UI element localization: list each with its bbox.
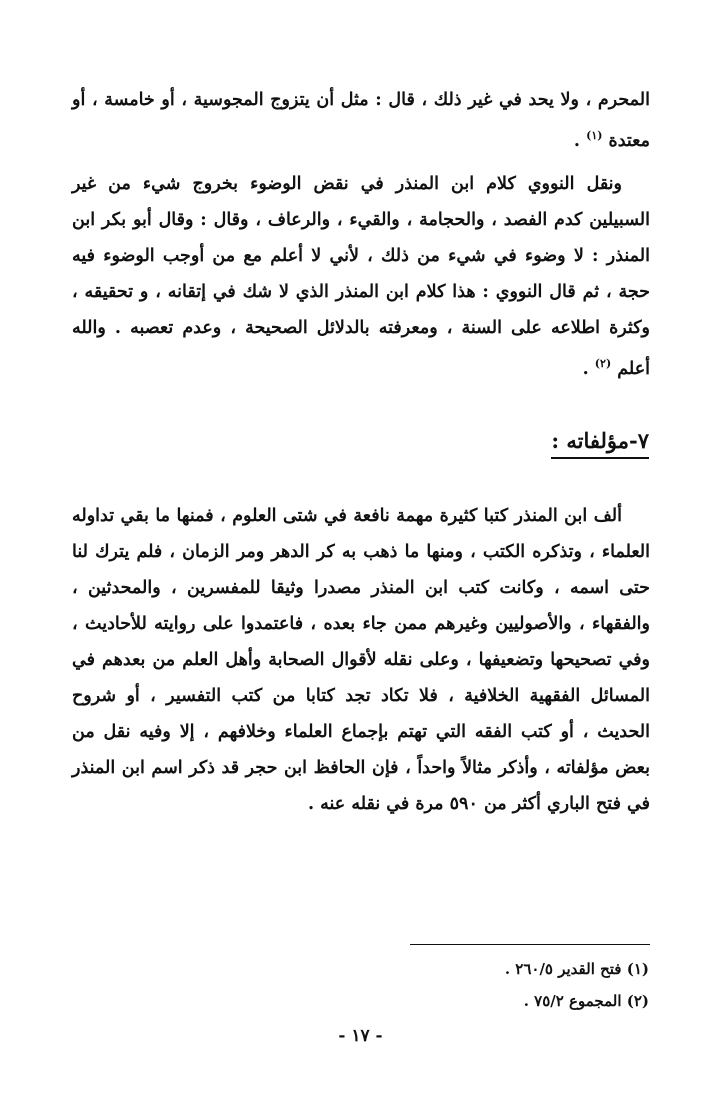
paragraph-1-tail: . [573,130,580,151]
section-paragraph-text: ألف ابن المنذر كتبا كثيرة مهمة نافعة في شتى العلوم ، فمنها ما بقي تداوله العلماء ، وتذكره الكتب ، ومنها ما ذهب به كر الدهر ومر الزمان ، فلم يترك لنا حتى اسمه ، وكانت كتب ابن المنذر مصدرا وثيقا للمفسرين ، والمحدثين ، والفقهاء ، والأصوليين وغيرهم ممن جاء بعده ، فاعتمدوا على روايته للأحاديث ، وفي تصحيحها وتضعيفها ، وعلى نقله لأقوال الصحابة وأهل العلم من بعدهم في المسائل الفقهية الخلافية ، فلا تكاد تجد كتابا من كتب التفسير ، أو شروح الحديث ، أو كتب الفقه التي تهتم بإجماع العلماء وخلافهم ، إلا وفيه نقل من بعض مؤلفاته ، وأذكر مثالاً واحداً ، فإن الحافظ ابن حجر قد ذكر اسم ابن المنذر في فتح الباري أكثر من ٥٩٠ مرة في نقله عنه . [72,506,650,814]
paragraph-1-text [72,82,650,159]
footnote-ref-2: (٢) [594,357,612,370]
footnote-1-marker: (١) [626,960,649,978]
paragraph-1 [72,82,650,159]
footnote-2-text: المجموع ٧٥/٢ . [523,992,622,1010]
paragraph-2-body: ونقل النووي كلام ابن المنذر في نقض الوضوء بخروج شيء من غير السبيلين كدم الفصد ، والحجامة ، والقيء ، والرعاف ، وقال : وقال أبو بكر ابن المنذر : لا وضوء في شيء من ذلك ، لأني لا أعلم مع من أوجب الوضوء فيه حجة ، ثم قال النووي : هذا كلام ابن المنذر الذي لا شك في إتقانه ، و تحقيقه ، وكثرة اطلاعه على السنة ، ومعرفته بالدلائل الصحيحة ، وعدم تعصبه . والله أعلم [72,174,651,379]
footnote-divider [410,944,650,945]
footnote-1 [505,960,649,978]
paragraph-2-text [72,166,650,387]
footnote-1-text: فتح القدير ٢٦٠/٥ . [504,960,622,978]
footnote-2-marker: (٢) [626,992,649,1010]
footnote-ref-1: (١) [586,129,603,142]
paragraph-2 [72,166,650,387]
page-number: - ١٧ - [338,1026,383,1046]
paragraph-2-tail: . [582,358,589,379]
section-paragraph [72,498,650,822]
section-heading: ٧-مؤلفاته : [551,428,649,459]
footnote-2 [524,992,649,1010]
paragraph-1-body: المحرم ، ولا يحد في غير ذلك ، قال : مثل أن يتزوج المجوسية ، أو خامسة ، أو معتدة [72,90,650,151]
